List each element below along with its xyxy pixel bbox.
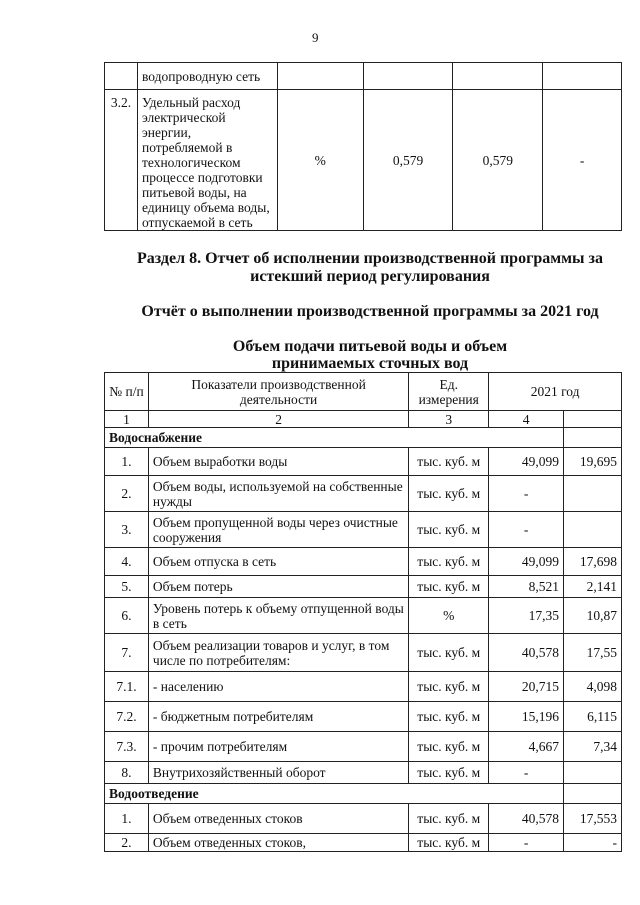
- row-value-2: -: [564, 834, 622, 852]
- table-title-line: Объем подачи питьевой воды и объем: [232, 338, 508, 355]
- header-year: 2021 год: [489, 373, 622, 411]
- index-cell: 3: [409, 411, 489, 428]
- row-num: 7.2.: [105, 702, 149, 732]
- section-sewage-label: Водоотведение: [105, 784, 564, 804]
- cell-name: водопроводную сеть: [137, 63, 277, 90]
- row-unit: %: [409, 598, 489, 634]
- row-num: 4.: [105, 548, 149, 576]
- table-row: [105, 672, 622, 702]
- row-value-1: 40,578: [489, 634, 564, 672]
- cell-value: 0,579: [363, 90, 453, 231]
- row-value-2: 17,553: [564, 804, 622, 834]
- row-value-1: 40,578: [489, 804, 564, 834]
- row-unit: тыс. куб. м: [409, 448, 489, 476]
- row-value-1: -: [489, 512, 564, 548]
- row-num: 2.: [105, 476, 149, 512]
- row-value-2: 7,34: [564, 732, 622, 762]
- row-value-2: 17,698: [564, 548, 622, 576]
- row-unit: тыс. куб. м: [409, 672, 489, 702]
- cell: [105, 63, 138, 90]
- row-value-2: 6,115: [564, 702, 622, 732]
- cell-value: -: [543, 90, 622, 231]
- row-name: Уровень потерь к объему отпущенной воды в сеть: [148, 598, 408, 634]
- row-unit: тыс. куб. м: [409, 634, 489, 672]
- row-num: 5.: [105, 576, 149, 598]
- row-num: 8.: [105, 762, 149, 784]
- index-row: [105, 411, 622, 428]
- row-value-1: -: [489, 834, 564, 852]
- report-title: Отчёт о выполнении производственной программы за 2021 год: [141, 303, 599, 320]
- top-table-row: [105, 63, 622, 90]
- top-table-row: [105, 90, 622, 231]
- section-row: [105, 428, 622, 448]
- section-title-line: истекший период регулирования: [250, 268, 490, 285]
- index-cell: 4: [489, 411, 564, 428]
- row-name: Объем пропущенной воды через очистные сооружения: [148, 512, 408, 548]
- table-row: [105, 634, 622, 672]
- row-name: - прочим потребителям: [148, 732, 408, 762]
- row-value-1: 15,196: [489, 702, 564, 732]
- section-title: [120, 250, 620, 286]
- top-table: [104, 62, 622, 231]
- water-rows: [105, 448, 622, 784]
- row-value-2: [564, 762, 622, 784]
- table-row: [105, 834, 622, 852]
- cell-value: 0,579: [453, 90, 543, 231]
- row-name: - населению: [148, 672, 408, 702]
- section-row: [105, 784, 622, 804]
- header-row: [105, 373, 622, 411]
- row-value-2: [564, 476, 622, 512]
- cell: [453, 63, 543, 90]
- row-name: Внутрихозяйственный оборот: [148, 762, 408, 784]
- row-num: 1.: [105, 804, 149, 834]
- row-name: Объем отведенных стоков,: [148, 834, 408, 852]
- row-num: 2.: [105, 834, 149, 852]
- row-num: 6.: [105, 598, 149, 634]
- row-unit: тыс. куб. м: [409, 762, 489, 784]
- row-num: 3.: [105, 512, 149, 548]
- section-water-label: Водоснабжение: [105, 428, 564, 448]
- cell: [363, 63, 453, 90]
- section-title-line: Раздел 8. Отчет об исполнении производственной программы за: [137, 250, 603, 267]
- row-value-2: 4,098: [564, 672, 622, 702]
- table-row: [105, 702, 622, 732]
- row-value-2: 19,695: [564, 448, 622, 476]
- row-value-2: [564, 512, 622, 548]
- row-unit: тыс. куб. м: [409, 702, 489, 732]
- table-row: [105, 598, 622, 634]
- row-value-1: 4,667: [489, 732, 564, 762]
- row-value-1: -: [489, 762, 564, 784]
- row-name: Объем выработки воды: [148, 448, 408, 476]
- row-name: Объем отпуска в сеть: [148, 548, 408, 576]
- cell: [543, 63, 622, 90]
- cell-num: 3.2.: [105, 90, 138, 231]
- row-value-1: 17,35: [489, 598, 564, 634]
- row-num: 7.: [105, 634, 149, 672]
- row-value-2: 2,141: [564, 576, 622, 598]
- table-title-line: принимаемых сточных вод: [271, 355, 469, 372]
- table-title: [120, 338, 620, 372]
- row-name: Объем отведенных стоков: [148, 804, 408, 834]
- cell: [277, 63, 363, 90]
- cell: [564, 428, 622, 448]
- row-unit: тыс. куб. м: [409, 834, 489, 852]
- row-name: Объем воды, используемой на собственные нужды: [148, 476, 408, 512]
- row-value-1: -: [489, 476, 564, 512]
- row-num: 7.1.: [105, 672, 149, 702]
- sewage-rows: [105, 804, 622, 852]
- row-num: 7.3.: [105, 732, 149, 762]
- row-value-2: 17,55: [564, 634, 622, 672]
- table-row: [105, 448, 622, 476]
- header-num: № п/п: [105, 373, 149, 411]
- row-value-1: 49,099: [489, 548, 564, 576]
- row-unit: тыс. куб. м: [409, 512, 489, 548]
- row-value-2: 10,87: [564, 598, 622, 634]
- cell: [564, 784, 622, 804]
- index-cell: 2: [148, 411, 408, 428]
- row-name: Объем реализации товаров и услуг, в том числе по потребителям:: [148, 634, 408, 672]
- row-value-1: 8,521: [489, 576, 564, 598]
- table-row: [105, 732, 622, 762]
- table-row: [105, 512, 622, 548]
- main-table: [104, 372, 622, 852]
- row-unit: тыс. куб. м: [409, 732, 489, 762]
- header-unit: Ед. измерения: [409, 373, 489, 411]
- row-num: 1.: [105, 448, 149, 476]
- row-value-1: 49,099: [489, 448, 564, 476]
- table-row: [105, 804, 622, 834]
- table-row: [105, 476, 622, 512]
- cell-unit: %: [277, 90, 363, 231]
- row-value-1: 20,715: [489, 672, 564, 702]
- index-cell: 1: [105, 411, 149, 428]
- table-row: [105, 548, 622, 576]
- cell-name: Удельный расход электрической энергии, потребляемой в технологическом процессе подготовки питьевой воды, на единицу объема воды, отпускаемой в сеть: [137, 90, 277, 231]
- row-name: Объем потерь: [148, 576, 408, 598]
- page-number: 9: [312, 30, 319, 45]
- table-row: [105, 576, 622, 598]
- row-unit: тыс. куб. м: [409, 576, 489, 598]
- row-unit: тыс. куб. м: [409, 804, 489, 834]
- row-name: - бюджетным потребителям: [148, 702, 408, 732]
- row-unit: тыс. куб. м: [409, 476, 489, 512]
- table-row: [105, 762, 622, 784]
- header-name: Показатели производственной деятельности: [148, 373, 408, 411]
- row-unit: тыс. куб. м: [409, 548, 489, 576]
- cell: [564, 411, 622, 428]
